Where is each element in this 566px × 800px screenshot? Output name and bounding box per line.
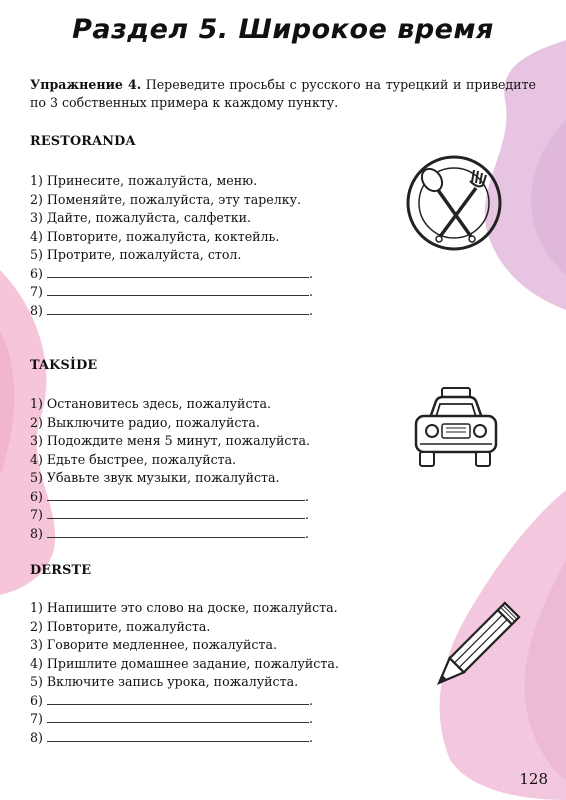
taxi-icon [412, 386, 498, 470]
answer-blank-line[interactable] [47, 283, 309, 296]
page-number: 128 [519, 770, 548, 788]
blank-answer-row[interactable]: 6) . [30, 692, 313, 708]
list-item: 3) Подождите меня 5 минут, пожалуйста. [30, 433, 310, 448]
list-item: 4) Едьте быстрее, пожалуйста. [30, 451, 237, 467]
section-list-takside [30, 395, 310, 543]
list-item: 5) Включите запись урока, пожалуйста. [30, 674, 299, 689]
exercise-text: Переведите просьбы с русского на турецкий и приведите по 3 собственных примера к каждому пункту. [30, 77, 536, 110]
list-item: 2) Поменяйте, пожалуйста, эту тарелку. [30, 191, 302, 207]
blank-number: 8) [30, 525, 43, 541]
list-item: 1) Принесите, пожалуйста, меню. [30, 173, 258, 188]
list-item: 2) Повторите, пожалуйста. [30, 618, 211, 634]
section-title-derste: DERSTE [30, 563, 92, 578]
answer-blank-line[interactable] [47, 506, 305, 519]
section-title-takside: TAKSİDE [30, 358, 98, 373]
blank-answer-row[interactable]: 6) . [30, 488, 309, 504]
page-title: Раздел 5. Широкое время [72, 14, 494, 45]
list-item: 5) Убавьте звук музыки, пожалуйста. [30, 470, 280, 485]
blank-answer-row[interactable]: 8) . [30, 729, 313, 745]
blank-number: 7) [30, 284, 43, 299]
blank-number: 6) [30, 488, 43, 504]
blank-number: 6) [30, 265, 43, 281]
answer-blank-line[interactable] [47, 710, 309, 723]
list-item: 2) Выключите радио, пожалуйста. [30, 414, 260, 430]
answer-blank-line[interactable] [47, 525, 305, 538]
blank-number: 6) [30, 692, 43, 708]
blank-answer-row[interactable]: 8) . [30, 525, 309, 541]
answer-blank-line[interactable] [47, 692, 309, 705]
blank-number: 8) [30, 729, 43, 745]
blank-number: 8) [30, 302, 43, 318]
list-item: 4) Повторите, пожалуйста, коктейль. [30, 228, 280, 244]
exercise-instruction [30, 76, 536, 112]
exercise-label: Упражнение 4. [30, 77, 142, 92]
list-item: 1) Остановитесь здесь, пожалуйста. [30, 396, 271, 411]
blank-answer-row[interactable]: 7) . [30, 284, 313, 299]
list-item: 4) Пришлите домашнее задание, пожалуйста. [30, 655, 339, 671]
answer-blank-line[interactable] [47, 265, 309, 278]
blank-answer-row[interactable]: 7) . [30, 711, 313, 726]
blank-number: 7) [30, 507, 43, 522]
pencil-icon [420, 596, 526, 702]
blank-answer-row[interactable]: 6) . [30, 265, 313, 281]
section-title-restoranda: RESTORANDA [30, 134, 136, 149]
blank-number: 7) [30, 711, 43, 726]
answer-blank-line[interactable] [47, 302, 309, 315]
answer-blank-line[interactable] [47, 729, 309, 742]
list-item: 5) Протрите, пожалуйста, стол. [30, 247, 242, 262]
plate-fork-spoon-icon [404, 148, 504, 266]
answer-blank-line[interactable] [47, 488, 305, 501]
section-list-restoranda [30, 172, 313, 320]
list-item: 1) Напишите это слово на доске, пожалуйста. [30, 600, 338, 615]
blank-answer-row[interactable]: 8) . [30, 302, 313, 318]
list-item: 3) Дайте, пожалуйста, салфетки. [30, 210, 252, 225]
blank-answer-row[interactable]: 7) . [30, 507, 309, 522]
section-list-derste [30, 599, 339, 747]
list-item: 3) Говорите медленнее, пожалуйста. [30, 637, 277, 652]
